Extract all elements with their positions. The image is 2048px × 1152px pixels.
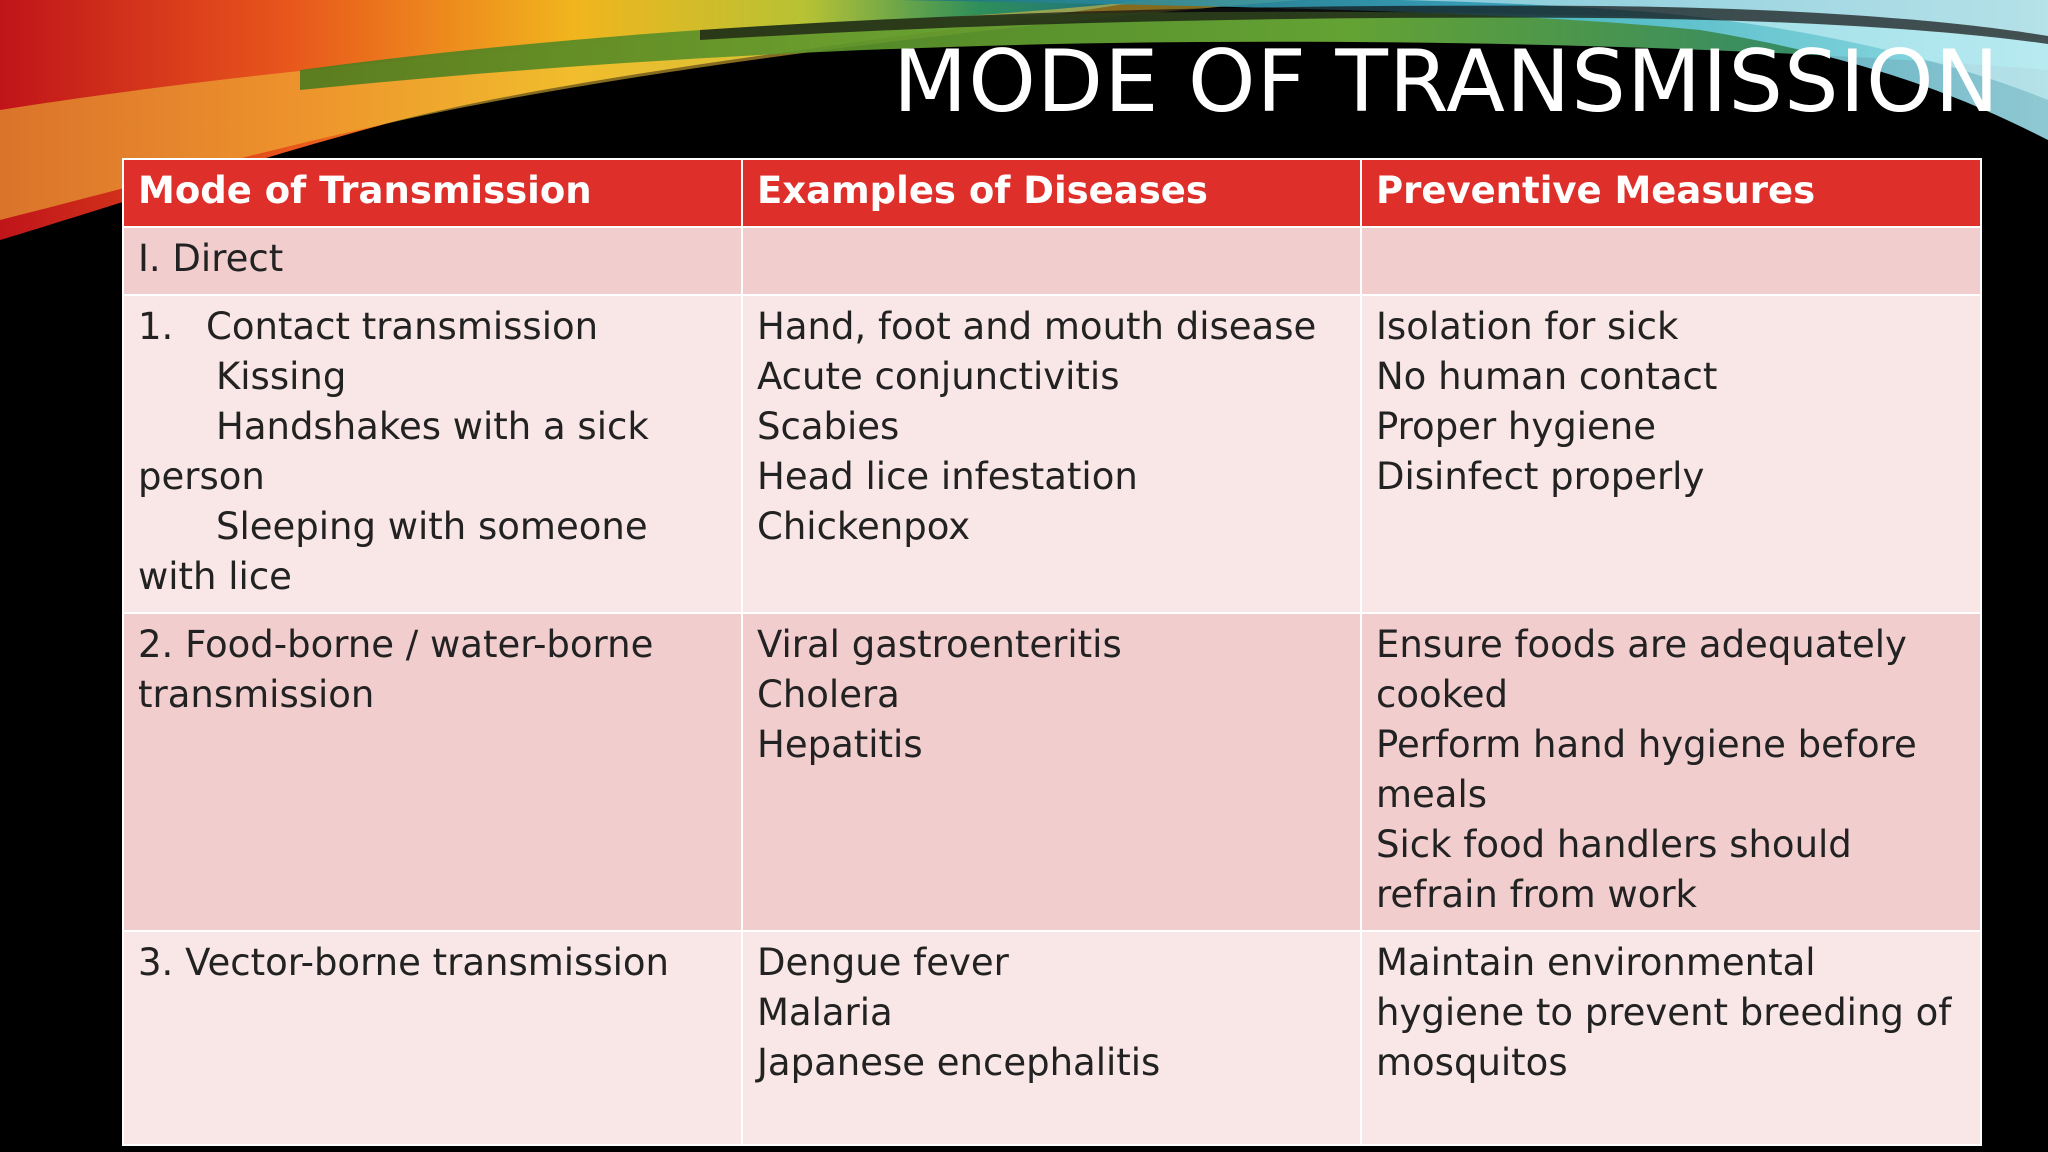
- measure-item: Disinfect properly: [1376, 455, 1705, 498]
- mode-item: Handshakes with a sick person: [138, 405, 649, 498]
- measure-item: Ensure foods are adequately cooked: [1376, 623, 1907, 716]
- disease-item: Acute conjunctivitis: [757, 355, 1120, 398]
- disease-item: Japanese encephalitis: [757, 1041, 1161, 1084]
- mode-cell-foodborne: [123, 613, 742, 931]
- measures-cell-vectorborne: [1361, 931, 1981, 1145]
- disease-item: Malaria: [757, 991, 893, 1034]
- measure-item: Isolation for sick: [1376, 305, 1679, 348]
- header-measures: Preventive Measures: [1361, 159, 1981, 227]
- table-row-direct: [123, 227, 1981, 295]
- empty-cell: [742, 227, 1361, 295]
- mode-item: Kissing: [216, 355, 347, 398]
- measure-item: Proper hygiene: [1376, 405, 1657, 448]
- section-direct: I. Direct: [123, 227, 742, 295]
- mode-title: Contact transmission: [206, 305, 599, 348]
- disease-item: Head lice infestation: [757, 455, 1138, 498]
- measure-item: No human contact: [1376, 355, 1718, 398]
- mode-cell-contact: [123, 295, 742, 613]
- table-header-row: [123, 159, 1981, 227]
- mode-item: Sleeping with someone with lice: [138, 505, 648, 598]
- mode-text: 2. Food-borne / water-borne transmission: [138, 623, 654, 716]
- diseases-cell-vectorborne: [742, 931, 1361, 1145]
- header-diseases: Examples of Diseases: [742, 159, 1361, 227]
- header-mode: Mode of Transmission: [123, 159, 742, 227]
- disease-item: Viral gastroenteritis: [757, 623, 1122, 666]
- measures-cell-foodborne: [1361, 613, 1981, 931]
- measure-item: Sick food handlers should refrain from work: [1376, 823, 1852, 916]
- transmission-table: [122, 158, 1982, 1146]
- table-row-foodborne: [123, 613, 1981, 931]
- measure-item: Maintain environmental hygiene to prevent breeding of mosquitos: [1376, 941, 1952, 1084]
- disease-item: Cholera: [757, 673, 900, 716]
- mode-text: 3. Vector-borne transmission: [138, 941, 669, 984]
- empty-cell: [1361, 227, 1981, 295]
- disease-item: Hepatitis: [757, 723, 923, 766]
- disease-item: Scabies: [757, 405, 900, 448]
- table-row-vectorborne: [123, 931, 1981, 1145]
- disease-item: Chickenpox: [757, 505, 971, 548]
- mode-number: 1.: [138, 305, 174, 348]
- table-row-contact: [123, 295, 1981, 613]
- mode-cell-vectorborne: [123, 931, 742, 1145]
- measures-cell-contact: [1361, 295, 1981, 613]
- diseases-cell-foodborne: [742, 613, 1361, 931]
- measure-item: Perform hand hygiene before meals: [1376, 723, 1917, 816]
- disease-item: Dengue fever: [757, 941, 1009, 984]
- slide-title: MODE OF TRANSMISSION: [893, 32, 2000, 132]
- mode-title-line: [138, 302, 727, 352]
- disease-item: Hand, foot and mouth disease: [757, 305, 1317, 348]
- diseases-cell-contact: [742, 295, 1361, 613]
